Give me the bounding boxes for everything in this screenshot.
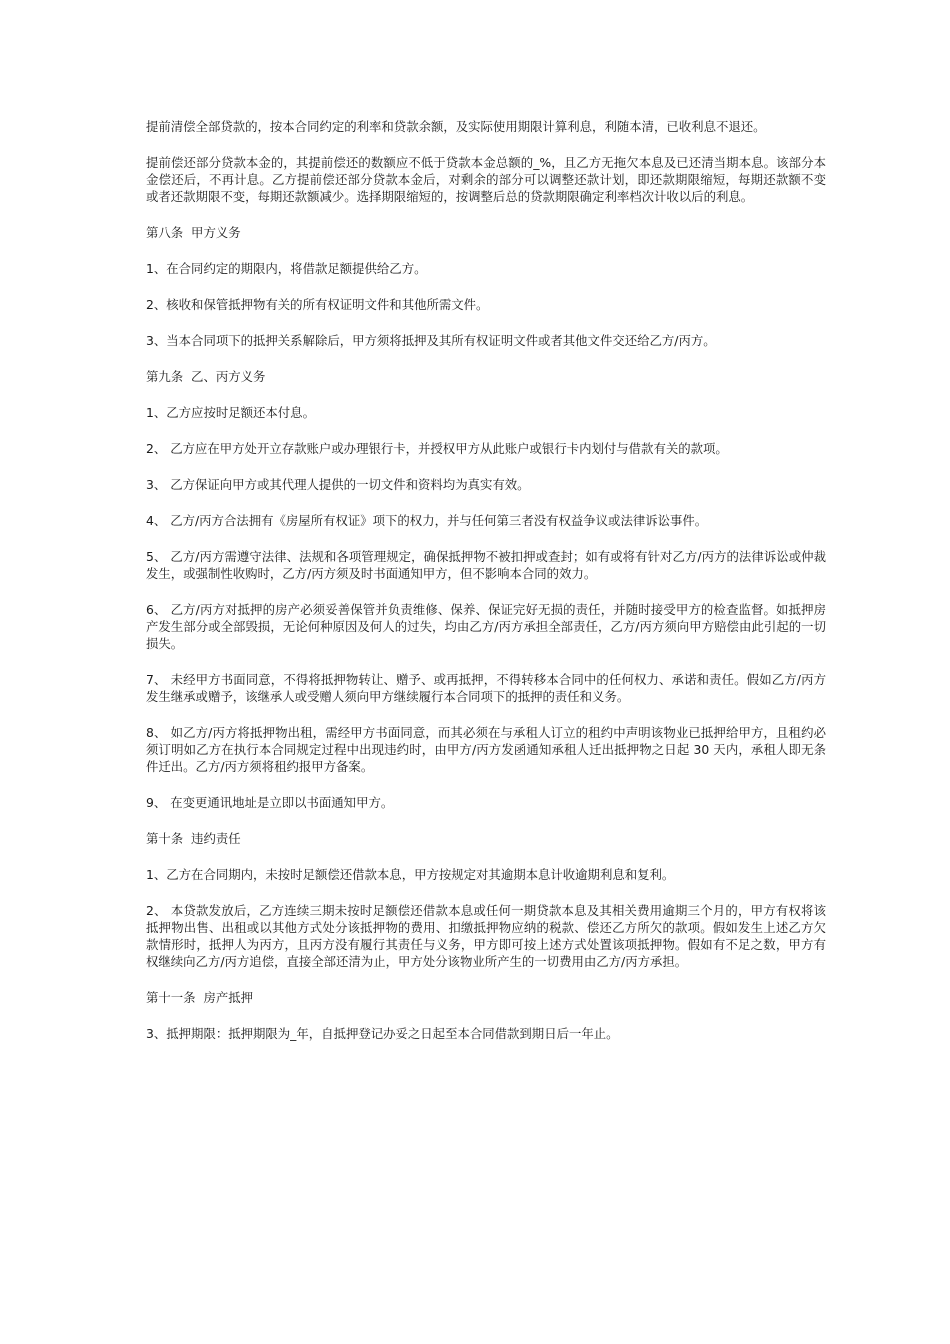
clause-9-9: 9、 在变更通讯地址是立即以书面通知甲方。: [146, 795, 394, 810]
clause-9-7: 7、 未经甲方书面同意，不得将抵押物转让、赠予、或再抵押，不得转移本合同中的任何权力、承诺和责任。假如乙方/丙方发生继承或赠予，该继承人或受赠人须向甲方继续履行本合同项下的抵押的责任和义务。: [146, 672, 826, 704]
clause-9-1: 1、乙方应按时足额还本付息。: [146, 405, 315, 420]
section-heading-article-8: 第八条 甲方义务: [146, 225, 241, 240]
clause-8-3: 3、当本合同项下的抵押关系解除后，甲方须将抵押及其所有权证明文件或者其他文件交还给乙方/丙方。: [146, 333, 716, 348]
document-body: [146, 118, 826, 1061]
clause-9-5: 5、 乙方/丙方需遵守法律、法规和各项管理规定，确保抵押物不被扣押或查封；如有或将有针对乙方/丙方的法律诉讼或仲裁发生，或强制性收购时，乙方/丙方须及时书面通知甲方，但不影响本合同的效力。: [146, 549, 826, 581]
clause-10-2: 2、 本贷款发放后，乙方连续三期未按时足额偿还借款本息或任何一期贷款本息及其相关费用逾期三个月的，甲方有权将该抵押物出售、出租或以其他方式处分该抵押物的费用、扣缴抵押物应纳的税款、偿还乙方所欠的款项。假如发生上述乙方欠款情形时，抵押人为丙方，且丙方没有履行其责任与义务，甲方即可按上述方式处置该项抵押物。假如有不足之数，甲方有权继续向乙方/丙方追偿，直接全部还清为止，甲方处分该物业所产生的一切费用由乙方/丙方承担。: [146, 903, 826, 969]
clause-9-6: 6、 乙方/丙方对抵押的房产必须妥善保管并负责维修、保养、保证完好无损的责任，并随时接受甲方的检查监督。如抵押房产发生部分或全部毁损，无论何种原因及何人的过失，均由乙方/丙方承担全部责任，乙方/丙方须向甲方赔偿由此引起的一切损失。: [146, 602, 826, 651]
clause-11-3: 3、抵押期限：抵押期限为_年，自抵押登记办妥之日起至本合同借款到期日后一年止。: [146, 1026, 619, 1041]
section-heading-article-10: 第十条 违约责任: [146, 831, 241, 846]
clause-9-3: 3、 乙方保证向甲方或其代理人提供的一切文件和资料均为真实有效。: [146, 477, 530, 492]
paragraph-prepayment-full: 提前清偿全部贷款的，按本合同约定的利率和贷款余额，及实际使用期限计算利息，利随本清，已收利息不退还。: [146, 119, 766, 134]
section-heading-article-11: 第十一条 房产抵押: [146, 990, 254, 1005]
clause-8-2: 2、核收和保管抵押物有关的所有权证明文件和其他所需文件。: [146, 297, 489, 312]
clause-9-8: 8、 如乙方/丙方将抵押物出租，需经甲方书面同意，而其必须在与承租人订立的租约中声明该物业已抵押给甲方，且租约必须订明如乙方在执行本合同规定过程中出现违约时，由甲方/丙方发函通知承租人迁出抵押物之日起 30 天内，承租人即无条件迁出。乙方/丙方须将租约报甲方备案。: [146, 725, 826, 774]
clause-10-1: 1、乙方在合同期内，未按时足额偿还借款本息，甲方按规定对其逾期本息计收逾期利息和复利。: [146, 867, 675, 882]
clause-9-4: 4、 乙方/丙方合法拥有《房屋所有权证》项下的权力，并与任何第三者没有权益争议或法律诉讼事件。: [146, 513, 708, 528]
clause-9-2: 2、 乙方应在甲方处开立存款账户或办理银行卡，并授权甲方从此账户或银行卡内划付与借款有关的款项。: [146, 441, 728, 456]
clause-8-1: 1、在合同约定的期限内，将借款足额提供给乙方。: [146, 261, 427, 276]
paragraph-prepayment-partial: 提前偿还部分贷款本金的，其提前偿还的数额应不低于贷款本金总额的_%，且乙方无拖欠本息及已还清当期本息。该部分本金偿还后，不再计息。乙方提前偿还部分贷款本金后，对剩余的部分可以调整还款计划，即还款期限缩短，每期还款额不变或者还款期限不变，每期还款额减少。选择期限缩短的，按调整后总的贷款期限确定利率档次计收以后的利息。: [146, 155, 826, 204]
section-heading-article-9: 第九条 乙、丙方义务: [146, 369, 266, 384]
